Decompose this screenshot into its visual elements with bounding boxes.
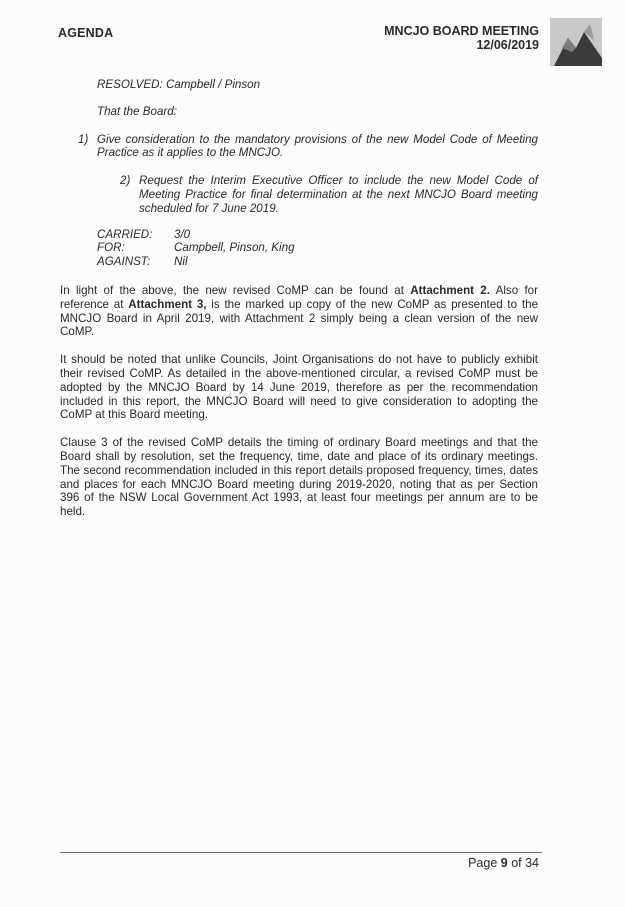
vote-value: 3/0 (174, 227, 191, 241)
mncjo-logo (550, 18, 602, 66)
recommendation-item (120, 174, 538, 215)
meeting-date: 12/06/2019 (476, 38, 539, 52)
recommendation-number: 1) (78, 132, 89, 146)
vote-result (97, 228, 538, 269)
recommendation-item (78, 133, 538, 161)
meeting-header (384, 24, 539, 52)
resolution-intro: That the Board: (97, 104, 177, 118)
paragraph-text: In light of the above, the new revised CoMP can be found at (60, 283, 411, 297)
page-separator: of (507, 856, 526, 870)
recommendation-text: Give consideration to the mandatory provisions of the new Model Code of Meeting Practice as it applies to the MNCJO. (97, 132, 538, 160)
paragraph-attachments (60, 284, 538, 339)
vote-label: AGAINST: (97, 255, 151, 269)
paragraph-text: Also for reference at (60, 283, 538, 311)
resolved-line: RESOLVED: Campbell / Pinson (97, 78, 261, 91)
vote-label: FOR: (97, 241, 125, 255)
vote-label: CARRIED: (97, 227, 153, 241)
meeting-title: MNCJO BOARD MEETING (384, 24, 539, 38)
attachment-2-ref: Attachment 2. (410, 283, 490, 297)
footer-divider (60, 852, 542, 853)
attachment-3-ref: Attachment 3, (128, 297, 207, 311)
paragraph-clause-3: Clause 3 of the revised CoMP details the timing of ordinary Board meetings and that the Board shall by resolution, set the frequency, time, date and place of its ordinary meetings. The second recommendation included in this report details proposed frequency, times, dates and places for each MNCJO Board meeting during 2019-2020, noting that as per Section 396 of the NSW Local Government Act 1993, at least four meetings per annum are to be held. (60, 436, 538, 519)
page-number (468, 856, 539, 870)
vote-row-against (97, 255, 538, 269)
agenda-label: AGENDA (58, 26, 114, 40)
paragraph-text: is the marked up copy of the new CoMP as presented to the MNCJO Board in April 2019, with Attachment 2 simply being a clean version of the new CoMP. (60, 297, 539, 339)
recommendation-number: 2) (120, 174, 131, 188)
page-current: 9 (500, 856, 508, 870)
body-text (60, 284, 538, 519)
vote-value: Campbell, Pinson, King (174, 241, 295, 255)
vote-value: Nil (174, 255, 188, 269)
page-prefix: Page (468, 856, 501, 870)
recommendation-text: Request the Interim Executive Officer to include the new Model Code of Meeting Practice for final determination at the next MNCJO Board meeting scheduled for 7 June 2019. (139, 174, 538, 215)
paragraph-exhibit: It should be noted that unlike Councils, Joint Organisations do not have to publicly exhibit their revised CoMP. As detailed in the above-mentioned circular, a revised CoMP must be adopted by the MNCJO Board by 14 June 2019, therefore as per the recommendation included in this report, the MNCJO Board will need to give consideration to adopting the CoMP at this Board meeting. (60, 353, 538, 422)
page-content (60, 70, 538, 519)
page-total: 34 (525, 856, 539, 870)
vote-row-for (97, 241, 538, 255)
vote-row-carried (97, 228, 538, 242)
